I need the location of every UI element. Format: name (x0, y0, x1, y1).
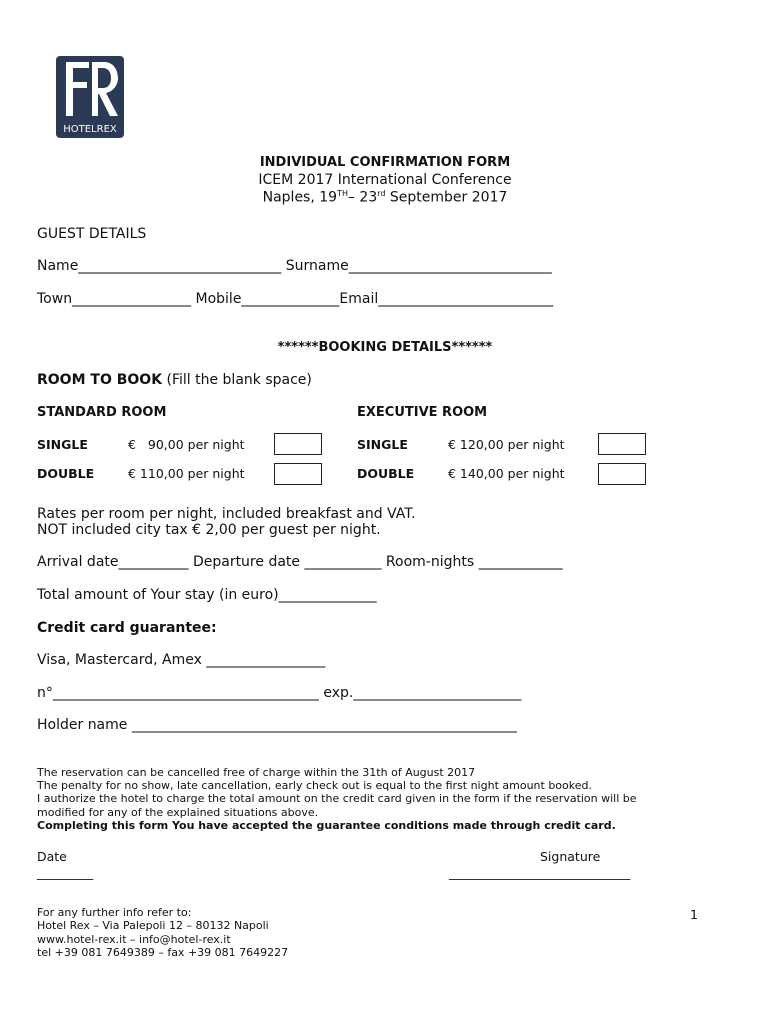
name-surname-fields[interactable]: Name_____________________________ Surname_____________________________ (37, 258, 552, 274)
executive-single-checkbox[interactable] (598, 433, 646, 455)
date-label: Date (37, 849, 67, 864)
standard-single-price: € 90,00 per night (128, 437, 245, 452)
stay-dates-fields[interactable]: Arrival date__________ Departure date ___________ Room-nights ____________ (37, 554, 563, 570)
executive-double-checkbox[interactable] (598, 463, 646, 485)
footer-phone: tel +39 081 7649389 – fax +39 081 7649227 (37, 946, 289, 959)
signature-line[interactable]: _____________________________ (449, 865, 631, 880)
rates-note-2: NOT included city tax € 2,00 per guest per night. (37, 522, 381, 538)
terms-line: modified for any of the explained situations above. (37, 806, 319, 819)
executive-double-price: € 140,00 per night (448, 466, 565, 481)
executive-single-price: € 120,00 per night (448, 437, 565, 452)
signature-label: Signature (540, 849, 601, 864)
standard-double-label: DOUBLE (37, 466, 95, 481)
page-number: 1 (690, 907, 698, 922)
hotelrex-logo (56, 56, 124, 138)
executive-single-label: SINGLE (357, 437, 408, 452)
conference-name: ICEM 2017 International Conference (258, 172, 512, 188)
terms-line: The reservation can be cancelled free of charge within the 31th of August 2017 (37, 766, 476, 779)
executive-room-heading: EXECUTIVE ROOM (357, 405, 488, 420)
card-type-field[interactable]: Visa, Mastercard, Amex _________________ (37, 652, 326, 668)
executive-double-label: DOUBLE (357, 466, 415, 481)
rates-note-1: Rates per room per night, included breakfast and VAT. (37, 506, 416, 522)
guest-details-heading: GUEST DETAILS (37, 226, 147, 242)
town-mobile-email-fields[interactable]: Town_________________ Mobile______________Email_________________________ (37, 291, 554, 307)
logo-text: HOTELREX (63, 124, 117, 135)
standard-double-price: € 110,00 per night (128, 466, 245, 481)
credit-card-heading: Credit card guarantee: (37, 620, 217, 636)
standard-room-heading: STANDARD ROOM (37, 405, 167, 420)
card-number-expiry-field[interactable]: n°______________________________________ exp.________________________ (37, 685, 522, 701)
footer-line: For any further info refer to: (37, 906, 192, 919)
standard-single-checkbox[interactable] (274, 433, 322, 455)
standard-single-label: SINGLE (37, 437, 88, 452)
terms-line: I authorize the hotel to charge the total amount on the credit card given in the form if the reservation will be (37, 792, 637, 805)
footer-web-email: www.hotel-rex.it – info@hotel-rex.it (37, 933, 231, 946)
room-to-book: ROOM TO BOOK (Fill the blank space) (37, 372, 312, 388)
booking-details-heading: ******BOOKING DETAILS****** (277, 340, 493, 355)
conference-dates: Naples, 19TH– 23rd September 2017 (262, 189, 508, 206)
date-line[interactable]: _________ (37, 865, 94, 880)
terms-line: The penalty for no show, late cancellation, early check out is equal to the first night amount booked. (37, 779, 592, 792)
total-amount-field[interactable]: Total amount of Your stay (in euro)______________ (37, 587, 377, 603)
standard-double-checkbox[interactable] (274, 463, 322, 485)
form-title: INDIVIDUAL CONFIRMATION FORM (259, 155, 511, 170)
holder-name-field[interactable]: Holder name _______________________________________________________ (37, 717, 517, 733)
footer-address: Hotel Rex – Via Palepoli 12 – 80132 Napoli (37, 919, 269, 932)
terms-acceptance: Completing this form You have accepted the guarantee conditions made through credit card. (37, 819, 616, 832)
